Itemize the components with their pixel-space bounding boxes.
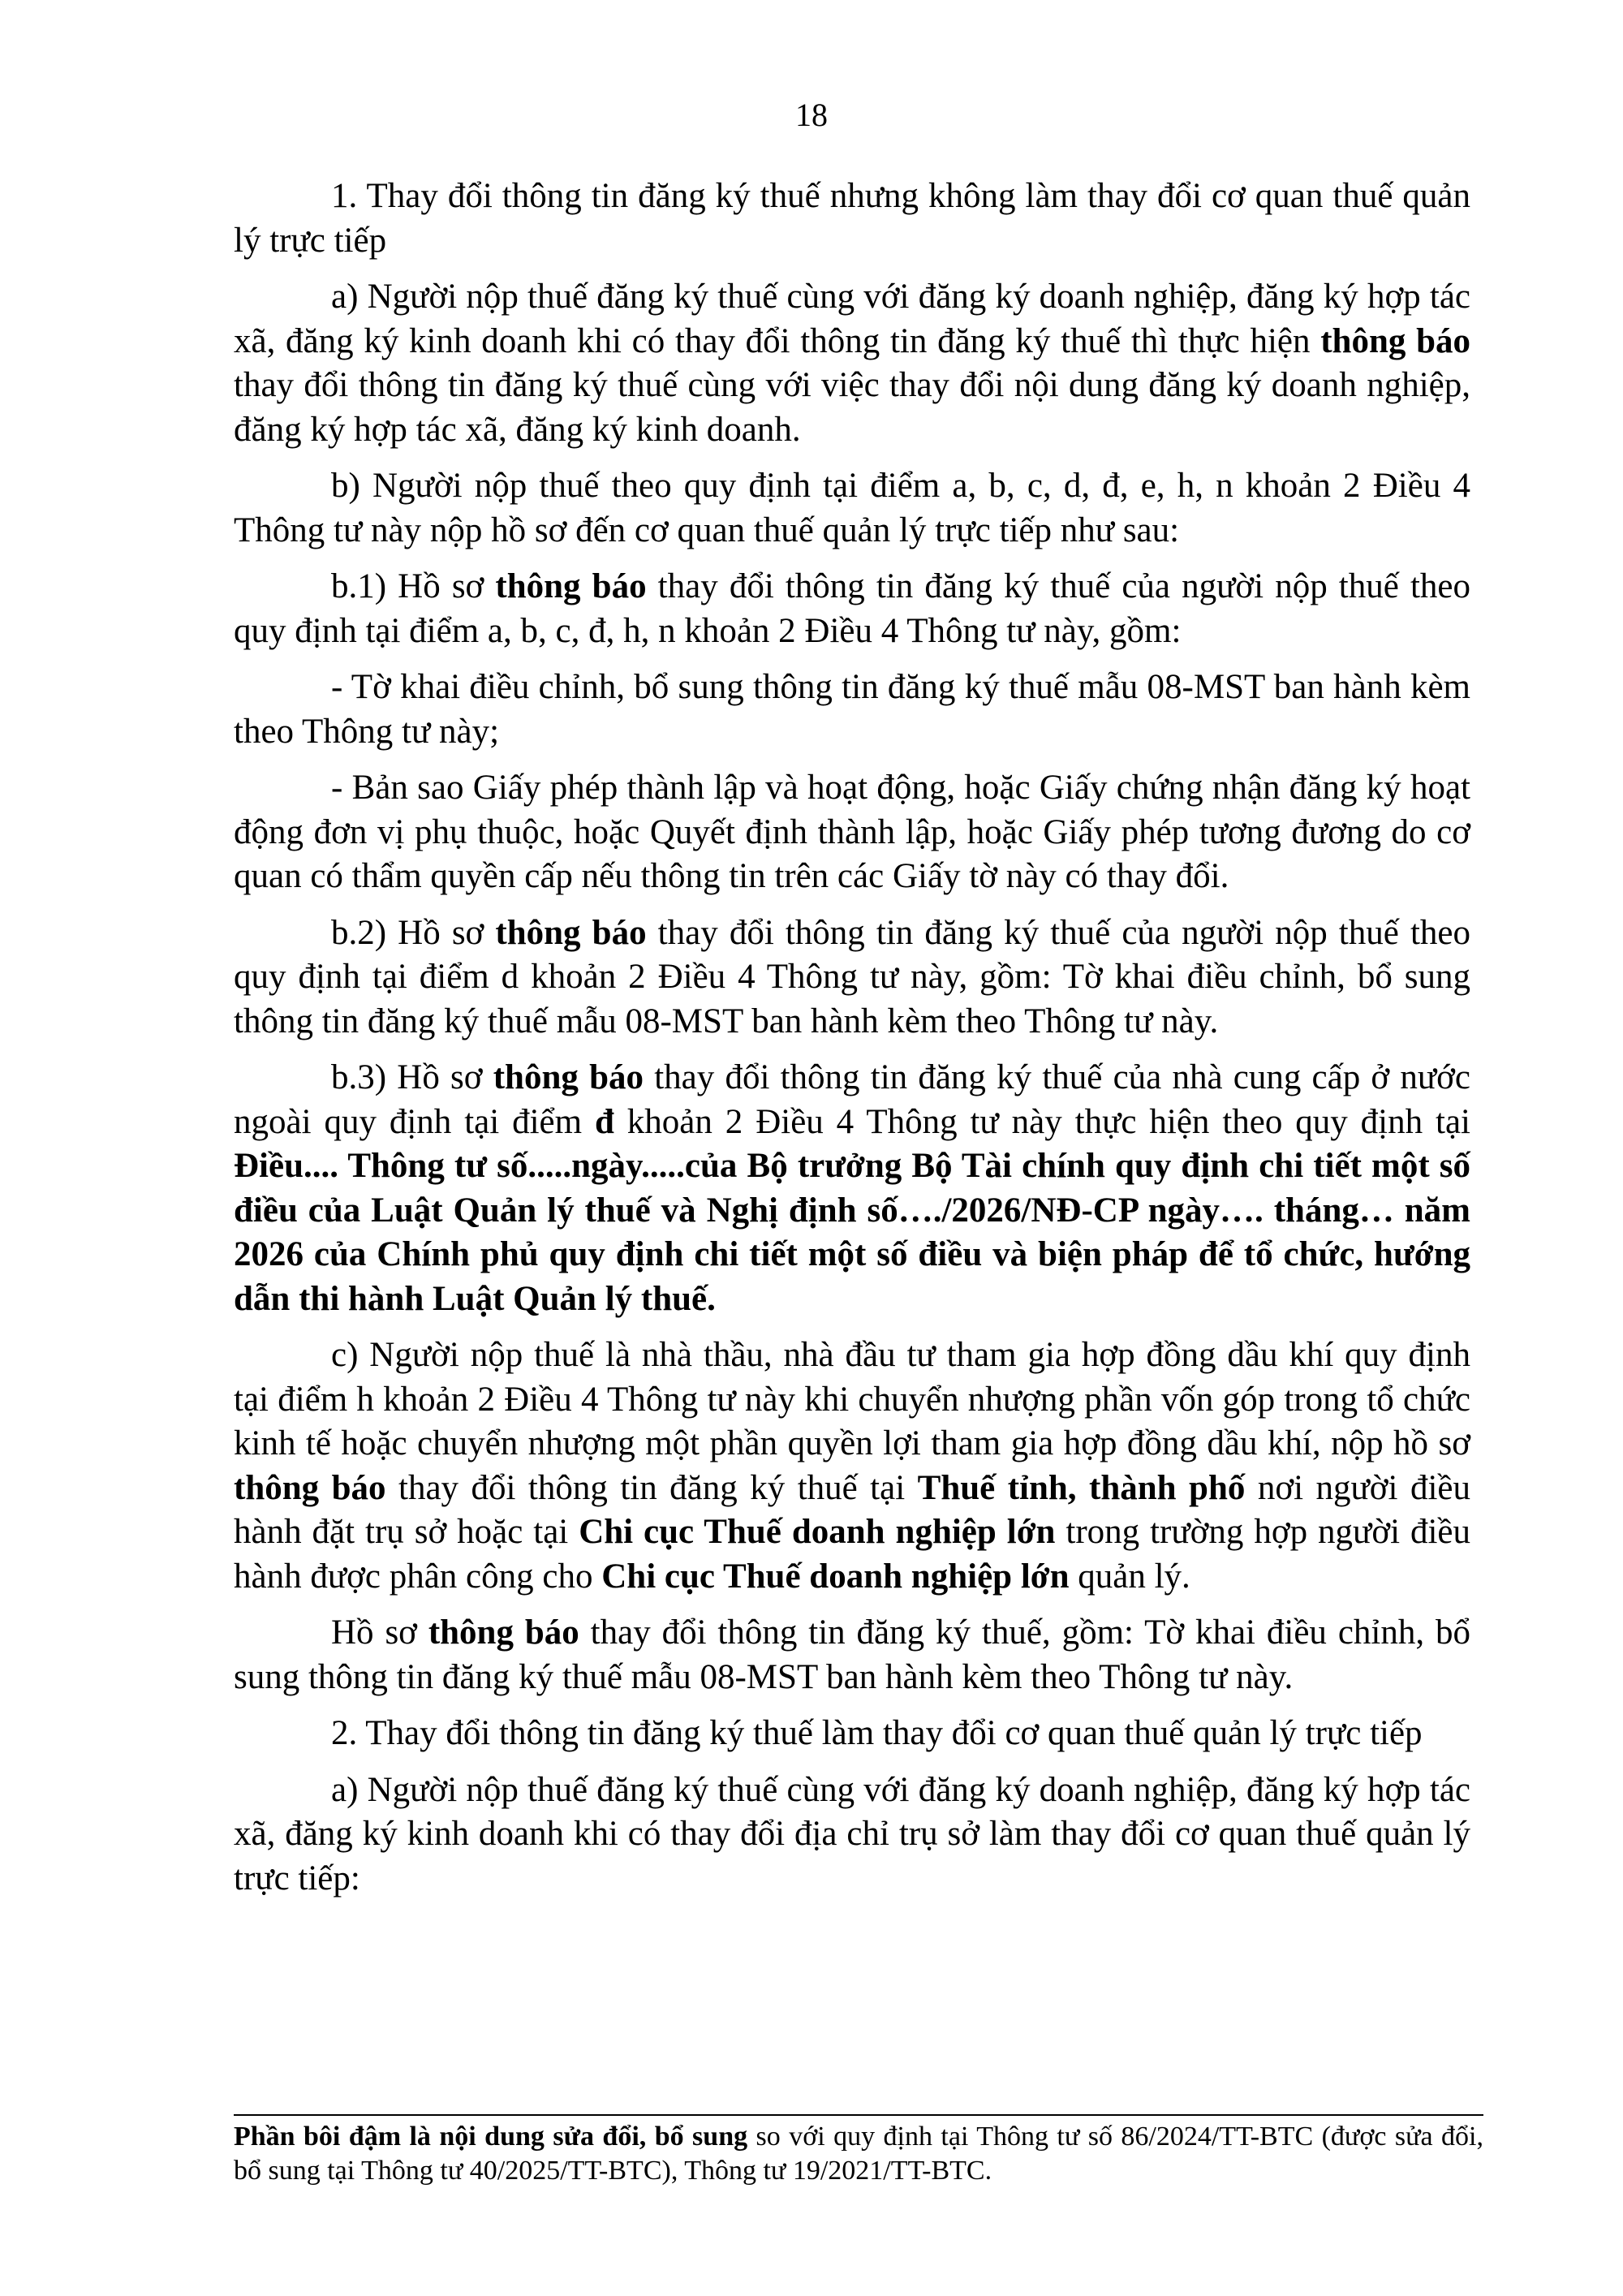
paragraph [234, 1768, 1470, 1902]
text: thay đổi thông tin đăng ký thuế của người nộp thuế theo quy định tại điểm a, b, c, đ, h, n khoản 2 Điều 4 Thông tư này, gồm: [234, 567, 1470, 650]
text: thay đổi thông tin đăng ký thuế của người nộp thuế theo quy định tại điểm d khoản 2 Điều 4 Thông tư này, gồm: Tờ khai điều chỉnh, bổ sung thông tin đăng ký thuế mẫu 08-MST ban hành kèm theo Thông tư này. [234, 913, 1470, 1040]
paragraph [234, 666, 1470, 754]
text: thay đổi thông tin đăng ký thuế cùng với việc thay đổi nội dung đăng ký doanh nghiệp, đăng ký hợp tác xã, đăng ký kinh doanh. [234, 366, 1470, 449]
paragraph [234, 275, 1470, 452]
paragraph [234, 1056, 1470, 1321]
paragraph [234, 1611, 1470, 1699]
text: thay đổi thông tin đăng ký thuế tại [385, 1468, 918, 1507]
paragraph [234, 1712, 1470, 1756]
bold-text: thông báo [234, 1468, 386, 1507]
text: khoản 2 Điều 4 Thông tư này thực hiện theo quy định tại [613, 1102, 1470, 1141]
text: 1. Thay đổi thông tin đăng ký thuế nhưng không làm thay đổi cơ quan thuế quản lý trực tiếp [234, 177, 1470, 260]
text: 2. Thay đổi thông tin đăng ký thuế làm thay đổi cơ quan thuế quản lý trực tiếp [331, 1714, 1423, 1752]
text: a) Người nộp thuế đăng ký thuế cùng với đăng ký doanh nghiệp, đăng ký hợp tác xã, đăng ký kinh doanh khi có thay đổi thông tin đăng ký thuế thì thực hiện [234, 278, 1470, 360]
text: a) Người nộp thuế đăng ký thuế cùng với đăng ký doanh nghiệp, đăng ký hợp tác xã, đăng ký kinh doanh khi có thay đổi địa chỉ trụ sở làm thay đổi cơ quan thuế quản lý trực tiếp: [234, 1770, 1470, 1898]
text: b.1) Hồ sơ [331, 567, 496, 605]
bold-text: Chi cục Thuế doanh nghiệp lớn [579, 1513, 1056, 1551]
text: nơi người điều hành đặt trụ sở hoặc tại [234, 1468, 1470, 1551]
paragraph [234, 911, 1470, 1045]
text: trong trường hợp người điều hành được phân công cho [234, 1513, 1471, 1596]
bold-text: thông báo [495, 913, 647, 952]
bold-text: Chi cục Thuế doanh nghiệp lớn [601, 1557, 1070, 1596]
text: b) Người nộp thuế theo quy định tại điểm a, b, c, d, đ, e, h, n khoản 2 Điều 4 Thông tư này nộp hồ sơ đến cơ quan thuế quản lý trực tiếp như sau: [234, 467, 1470, 549]
paragraph [234, 766, 1470, 899]
footnote-text: so với quy định tại Thông tư số 86/2024/TT-BTC (được sửa đổi, bổ sung tại Thông tư 40/2025/TT-BTC), Thông tư 19/2021/TT-BTC. [234, 2122, 1483, 2186]
bold-text: đ [594, 1102, 614, 1141]
text: c) Người nộp thuế là nhà thầu, nhà đầu tư tham gia hợp đồng dầu khí quy định tại điểm h khoản 2 Điều 4 Thông tư này khi chuyển nhượng phần vốn góp trong tổ chức kinh tế hoặc chuyển nhượng một phần quyền lợi tham gia hợp đồng dầu khí, nộp hồ sơ [234, 1336, 1470, 1462]
text: quản lý. [1069, 1557, 1190, 1596]
paragraph [234, 464, 1470, 553]
text: - Tờ khai điều chỉnh, bổ sung thông tin đăng ký thuế mẫu 08-MST ban hành kèm theo Thông tư này; [234, 668, 1470, 751]
text: thay đổi thông tin đăng ký thuế, gồm: Tờ khai điều chỉnh, bổ sung thông tin đăng ký thuế mẫu 08-MST ban hành kèm theo Thông tư này. [234, 1613, 1470, 1696]
paragraph [234, 1333, 1470, 1599]
text: thay đổi thông tin đăng ký thuế của nhà cung cấp ở nước ngoài quy định tại điểm [234, 1058, 1470, 1141]
footnote [234, 2120, 1483, 2188]
text: b.2) Hồ sơ [331, 913, 496, 952]
footnote-bold-lead: Phần bôi đậm là nội dung sửa đổi, bổ sung [234, 2122, 748, 2152]
bold-text: thông báo [493, 1058, 644, 1096]
bold-text: thông báo [495, 567, 647, 605]
bold-text: Thuế tỉnh, thành phố [917, 1468, 1246, 1507]
bold-text: thông báo [428, 1613, 579, 1652]
text: b.3) Hồ sơ [331, 1058, 493, 1096]
text: Hồ sơ [331, 1613, 428, 1652]
page-number: 18 [795, 97, 828, 133]
document-body [234, 174, 1470, 1913]
bold-text: thông báo [1320, 321, 1470, 360]
text: - Bản sao Giấy phép thành lập và hoạt động, hoặc Giấy chứng nhận đăng ký hoạt động đơn vị phụ thuộc, hoặc Quyết định thành lập, hoặc Giấy phép tương đương do cơ quan có thẩm quyền cấp nếu thông tin trên các Giấy tờ này có thay đổi. [234, 769, 1470, 895]
paragraph [234, 565, 1470, 653]
paragraph [234, 174, 1470, 263]
bold-text: Điều.... Thông tư số.....ngày.....của Bộ trưởng Bộ Tài chính quy định chi tiết một số điều của Luật Quản lý thuế và Nghị định số…./2026/NĐ-CP ngày…. tháng… năm 2026 của Chính phủ quy định chi tiết một số điều và biện pháp để tổ chức, hướng dẫn thi hành Luật Quản lý thuế. [234, 1147, 1470, 1318]
footer-divider [234, 2114, 1483, 2116]
